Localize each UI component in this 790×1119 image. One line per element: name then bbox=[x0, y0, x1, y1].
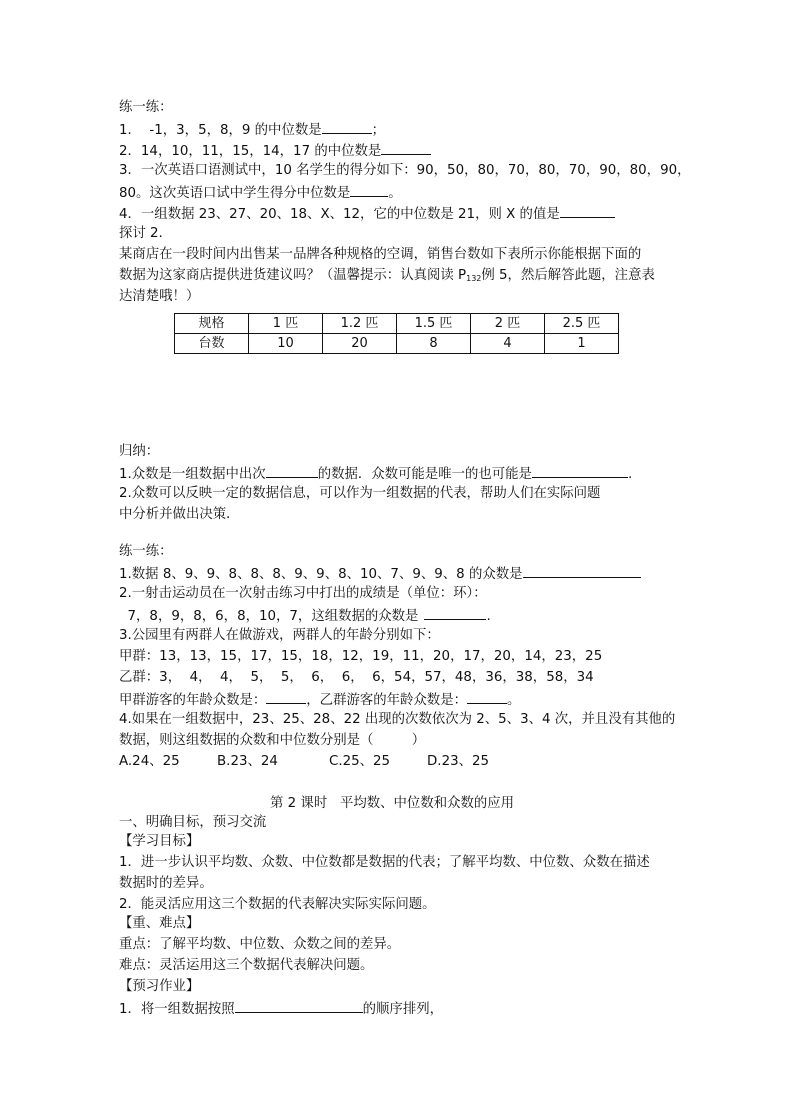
table-cell: 8 bbox=[397, 334, 471, 354]
summary-item2-line1: 2.众数可以反映一定的数据信息，可以作为一组数据的代表，帮助人们在实际问题 bbox=[119, 486, 601, 501]
practice2-q4-line2: 数据，则这组数据的众数和中位数分别是（ ） bbox=[119, 733, 426, 748]
option-b[interactable]: B.23、24 bbox=[217, 754, 278, 769]
q3-text: 80。这次英语口试中学生得分中位数是 bbox=[119, 186, 351, 201]
table-header-cell: 台数 bbox=[175, 334, 249, 354]
table-cell: 20 bbox=[323, 334, 397, 354]
hw-text: 的顺序排列， bbox=[362, 1002, 443, 1017]
goal2: 2．能灵活应用这三个数据的代表解决实际实际问题。 bbox=[119, 897, 436, 912]
key-heading: 【重、难点】 bbox=[119, 916, 200, 931]
goals-heading: 【学习目标】 bbox=[119, 834, 200, 849]
q3-text: ，乙群游客的年龄众数是： bbox=[306, 693, 467, 708]
q1-tail: ； bbox=[371, 123, 386, 138]
q1-text: 1． -1，3，5，8，9 的中位数是 bbox=[119, 123, 322, 138]
difficulty: 难点：灵活运用这三个数据代表解决问题。 bbox=[119, 958, 374, 973]
table-cell: 1.5 匹 bbox=[397, 314, 471, 334]
practice1-q3-line1: 3．一次英语口语测试中，10 名学生的得分如下：90，50，80，70，80，70，90，80，90， bbox=[119, 163, 691, 178]
practice2-q3-group-b: 乙群：3， 4， 4， 5， 5， 6， 6， 6，54，57，48，36，38，58，34 bbox=[119, 670, 594, 685]
table-cell: 2 匹 bbox=[471, 314, 545, 334]
q3-tail: 。 bbox=[388, 186, 402, 201]
q2-text: 7，8，9，8，6，8，10，7，这组数据的众数是 bbox=[119, 609, 419, 624]
answer-blank[interactable] bbox=[235, 998, 363, 1013]
summary-text: 1.众数是一组数据中出次 bbox=[119, 467, 266, 482]
q4-text: 4．一组数据 23、27、20、18、X、12，它的中位数是 21，则 X 的值是 bbox=[119, 207, 560, 222]
page-subscript: 132 bbox=[466, 274, 482, 283]
practice-heading-2: 练一练： bbox=[119, 544, 173, 559]
summary-item2-line2: 中分析并做出决策． bbox=[119, 507, 240, 522]
practice2-q4-line1: 4.如果在一组数据中，23、25、28、22 出现的次数依次为 2、5、3、4 次，并且没有其他的 bbox=[119, 712, 676, 727]
q3-text: 甲群游客的年龄众数是： bbox=[119, 693, 267, 708]
sales-table bbox=[174, 313, 619, 354]
table-cell: 1 bbox=[545, 334, 619, 354]
practice2-q2-line1: 2.一射击运动员在一次射击练习中打出的成绩是（单位：环）： bbox=[119, 586, 487, 601]
explore-text: 例 5，然后解答此题，注意表 bbox=[481, 268, 655, 283]
answer-blank[interactable] bbox=[381, 140, 431, 155]
practice2-q1 bbox=[119, 563, 641, 585]
answer-blank[interactable] bbox=[266, 689, 306, 704]
answer-blank[interactable] bbox=[424, 605, 486, 620]
practice1-q4 bbox=[119, 203, 615, 225]
q2-tail: . bbox=[486, 609, 491, 624]
explore-text: 数据为这家商店提供进货建议吗？（温馨提示：认真阅读 P bbox=[119, 268, 467, 283]
goal1-line1: 1．进一步认识平均数、众数、中位数都是数据的代表；了解平均数、中位数、众数在描述 bbox=[119, 855, 650, 870]
option-a[interactable]: A.24、25 bbox=[119, 754, 180, 769]
hw-text: 1．将一组数据按照 bbox=[119, 1002, 235, 1017]
goal1-line2: 数据时的差异。 bbox=[119, 876, 213, 891]
answer-blank[interactable] bbox=[350, 182, 388, 197]
summary-text: 的数据．众数可能是唯一的也可能是 bbox=[317, 467, 532, 482]
practice-heading-1: 练一练： bbox=[119, 100, 173, 115]
practice1-q1 bbox=[119, 119, 385, 141]
key-point: 重点：了解平均数、中位数、众数之间的差异。 bbox=[119, 937, 401, 952]
answer-blank[interactable] bbox=[322, 119, 372, 134]
table-cell: 10 bbox=[249, 334, 323, 354]
summary-item1 bbox=[119, 463, 632, 485]
table-cell: 2.5 匹 bbox=[545, 314, 619, 334]
answer-blank[interactable] bbox=[523, 563, 641, 578]
homework-heading: 【预习作业】 bbox=[119, 979, 200, 994]
table-cell: 4 bbox=[471, 334, 545, 354]
practice1-q2 bbox=[119, 140, 431, 162]
table-row bbox=[175, 334, 619, 354]
table-cell: 1.2 匹 bbox=[323, 314, 397, 334]
table-header-cell: 规格 bbox=[175, 314, 249, 334]
table-cell: 1 匹 bbox=[249, 314, 323, 334]
q1-text: 1.数据 8、9、9、8、8、8、9、9、8、10、7、9、9、8 的众数是 bbox=[119, 567, 523, 582]
explore-line2 bbox=[119, 266, 655, 289]
practice1-q3-line2 bbox=[119, 182, 402, 204]
lesson-title: 第 2 课时 平均数、中位数和众数的应用 bbox=[270, 796, 515, 811]
answer-blank[interactable] bbox=[532, 463, 628, 478]
table-row bbox=[175, 314, 619, 334]
practice2-q3-answer bbox=[119, 689, 520, 711]
explore-heading: 探讨 2. bbox=[119, 226, 163, 241]
explore-line1: 某商店在一段时间内出售某一品牌各种规格的空调，销售台数如下表所示你能根据下面的 bbox=[119, 247, 642, 262]
practice2-q2-line2 bbox=[119, 605, 491, 627]
q3-tail: 。 bbox=[506, 693, 521, 708]
practice2-q3-group-a: 甲群：13，13，15，17，15，18，12，19，11，20，17，20，14，23，25 bbox=[119, 649, 603, 664]
answer-blank[interactable] bbox=[266, 463, 318, 478]
summary-text: . bbox=[627, 467, 633, 482]
answer-blank[interactable] bbox=[560, 203, 615, 218]
option-d[interactable]: D.23、25 bbox=[427, 754, 490, 769]
q2-text: 2．14，10，11，15，14，17 的中位数是 bbox=[119, 144, 382, 159]
option-c[interactable]: C.25、25 bbox=[329, 754, 391, 769]
explore-line3: 达清楚哦！） bbox=[119, 289, 200, 304]
homework-item1 bbox=[119, 998, 443, 1020]
practice2-q3-line1: 3.公园里有两群人在做游戏，两群人的年龄分别如下： bbox=[119, 628, 440, 643]
practice2-q4-options bbox=[119, 752, 489, 772]
answer-blank[interactable] bbox=[467, 689, 507, 704]
summary-heading: 归纳： bbox=[119, 444, 160, 459]
lesson-part1: 一、明确目标，预习交流 bbox=[119, 815, 267, 830]
